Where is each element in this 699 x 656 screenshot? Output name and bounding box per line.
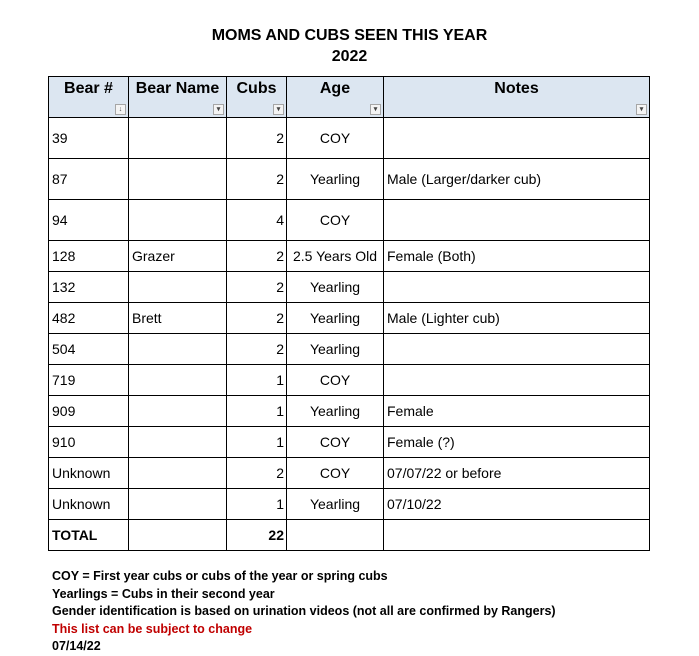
bear-number-cell: 504 bbox=[49, 334, 129, 365]
bear-number-cell: 719 bbox=[49, 365, 129, 396]
age-cell: COY bbox=[287, 458, 384, 489]
bear-name-cell bbox=[129, 334, 227, 365]
bear-number-cell: 482 bbox=[49, 303, 129, 334]
table-row bbox=[49, 396, 650, 427]
table-row bbox=[49, 118, 650, 159]
footnote-coy: COY = First year cubs or cubs of the year or spring cubs bbox=[52, 569, 388, 583]
age-cell: COY bbox=[287, 365, 384, 396]
page-title: MOMS AND CUBS SEEN THIS YEAR bbox=[211, 27, 488, 44]
bear-name-cell bbox=[129, 427, 227, 458]
cubs-cell: 2 bbox=[227, 272, 287, 303]
age-cell: Yearling bbox=[287, 303, 384, 334]
cubs-cell: 1 bbox=[227, 489, 287, 520]
notes-cell: Male (Larger/darker cub) bbox=[384, 159, 650, 200]
bear-number-cell: 909 bbox=[49, 396, 129, 427]
col-header-age: Age ▾ bbox=[287, 77, 384, 118]
cubs-cell: 1 bbox=[227, 396, 287, 427]
age-cell: Yearling bbox=[287, 489, 384, 520]
bear-name-cell: Brett bbox=[129, 303, 227, 334]
notes-cell: 07/10/22 bbox=[384, 489, 650, 520]
col-header-bear-number: Bear # ↓ bbox=[49, 77, 129, 118]
age-cell: Yearling bbox=[287, 396, 384, 427]
bear-name-cell bbox=[129, 458, 227, 489]
table-row bbox=[49, 272, 650, 303]
col-header-cubs: Cubs ▾ bbox=[227, 77, 287, 118]
cubs-cell: 4 bbox=[227, 200, 287, 241]
table-row bbox=[49, 159, 650, 200]
age-cell: 2.5 Years Old bbox=[287, 241, 384, 272]
cubs-cell: 1 bbox=[227, 427, 287, 458]
footnote-warning: This list can be subject to change bbox=[52, 621, 253, 636]
page-year: 2022 bbox=[331, 48, 368, 65]
table-row bbox=[49, 458, 650, 489]
footnote-gender: Gender identification is based on urination videos (not all are confirmed by Rangers) bbox=[52, 604, 556, 618]
bear-name-cell bbox=[129, 489, 227, 520]
table-cell bbox=[287, 520, 384, 551]
bear-number-cell: Unknown bbox=[49, 458, 129, 489]
total-row bbox=[49, 520, 650, 551]
table-cell bbox=[384, 520, 650, 551]
cubs-cell: 2 bbox=[227, 118, 287, 159]
total-label: TOTAL bbox=[49, 520, 129, 551]
notes-cell bbox=[384, 200, 650, 241]
bear-number-cell: Unknown bbox=[49, 489, 129, 520]
filter-dropdown-icon[interactable]: ▾ bbox=[636, 104, 647, 115]
notes-cell: Male (Lighter cub) bbox=[384, 303, 650, 334]
sort-filter-icon[interactable]: ↓ bbox=[115, 104, 126, 115]
notes-cell: Female bbox=[384, 396, 650, 427]
notes-cell bbox=[384, 334, 650, 365]
age-cell: Yearling bbox=[287, 272, 384, 303]
bear-name-cell: Grazer bbox=[129, 241, 227, 272]
cubs-cell: 2 bbox=[227, 159, 287, 200]
notes-cell bbox=[384, 272, 650, 303]
footnote-yearlings: Yearlings = Cubs in their second year bbox=[52, 586, 275, 601]
bear-name-cell bbox=[129, 365, 227, 396]
bear-number-cell: 132 bbox=[49, 272, 129, 303]
table-row bbox=[49, 303, 650, 334]
notes-cell: Female (?) bbox=[384, 427, 650, 458]
header-row bbox=[49, 77, 650, 118]
cubs-cell: 1 bbox=[227, 365, 287, 396]
cubs-cell: 2 bbox=[227, 303, 287, 334]
bear-number-cell: 87 bbox=[49, 159, 129, 200]
total-cubs: 22 bbox=[227, 520, 287, 551]
table-row bbox=[49, 334, 650, 365]
bear-name-cell bbox=[129, 396, 227, 427]
notes-cell bbox=[384, 118, 650, 159]
age-cell: COY bbox=[287, 427, 384, 458]
table-row bbox=[49, 200, 650, 241]
footnotes bbox=[52, 568, 556, 656]
filter-dropdown-icon[interactable]: ▾ bbox=[213, 104, 224, 115]
filter-dropdown-icon[interactable]: ▾ bbox=[370, 104, 381, 115]
filter-dropdown-icon[interactable]: ▾ bbox=[273, 104, 284, 115]
table-row bbox=[49, 241, 650, 272]
table-row bbox=[49, 427, 650, 458]
cubs-cell: 2 bbox=[227, 334, 287, 365]
table-row bbox=[49, 365, 650, 396]
cubs-cell: 2 bbox=[227, 241, 287, 272]
bear-name-cell bbox=[129, 159, 227, 200]
bear-number-cell: 128 bbox=[49, 241, 129, 272]
notes-cell: Female (Both) bbox=[384, 241, 650, 272]
col-header-notes: Notes ▾ bbox=[384, 77, 650, 118]
bear-number-cell: 94 bbox=[49, 200, 129, 241]
age-cell: Yearling bbox=[287, 159, 384, 200]
age-cell: Yearling bbox=[287, 334, 384, 365]
bear-number-cell: 39 bbox=[49, 118, 129, 159]
notes-cell bbox=[384, 365, 650, 396]
age-cell: COY bbox=[287, 200, 384, 241]
footnote-date: 07/14/22 bbox=[52, 639, 101, 653]
bear-name-cell bbox=[129, 200, 227, 241]
cubs-cell: 2 bbox=[227, 458, 287, 489]
bears-table bbox=[48, 76, 650, 551]
table-row bbox=[49, 489, 650, 520]
notes-cell: 07/07/22 or before bbox=[384, 458, 650, 489]
bear-number-cell: 910 bbox=[49, 427, 129, 458]
bear-name-cell bbox=[129, 118, 227, 159]
bear-name-cell bbox=[129, 272, 227, 303]
table-cell bbox=[129, 520, 227, 551]
col-header-bear-name: Bear Name ▾ bbox=[129, 77, 227, 118]
age-cell: COY bbox=[287, 118, 384, 159]
